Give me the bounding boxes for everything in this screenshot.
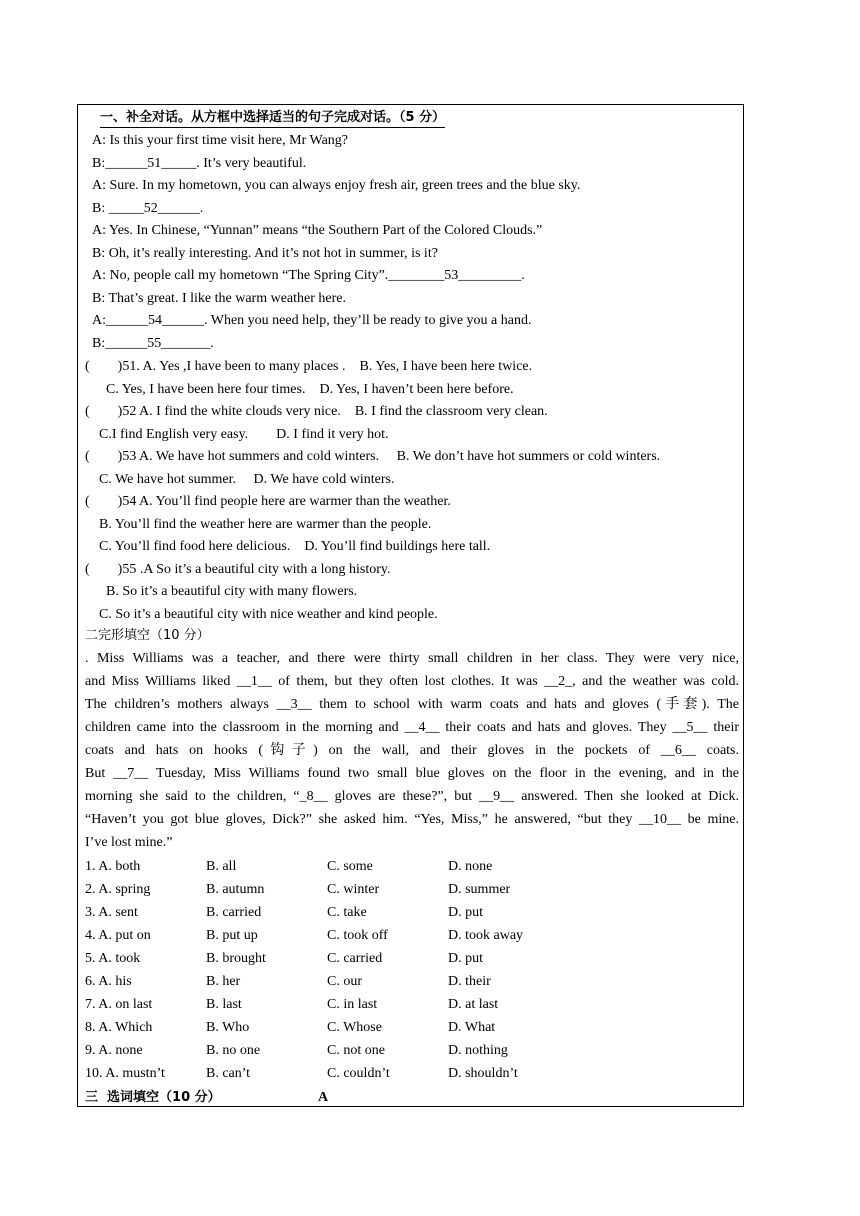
passage-line: coats and hats on hooks (钩子) on the wall, and their gloves in the pockets of __6__ coats.	[85, 743, 739, 758]
option-cell: 8. A. Which	[85, 1020, 153, 1035]
question-line: ( )54 A. You’ll find people here are warmer than the weather.	[85, 494, 451, 509]
option-cell: D. none	[448, 859, 493, 874]
option-cell: 3. A. sent	[85, 905, 138, 920]
option-cell: C. our	[327, 974, 362, 989]
dialogue-line: B: Oh, it’s really interesting. And it’s not hot in summer, is it?	[92, 245, 438, 261]
option-cell: D. took away	[448, 928, 524, 943]
option-cell: B. can’t	[206, 1066, 251, 1081]
option-cell: 1. A. both	[85, 859, 141, 874]
option-cell: D. summer	[448, 882, 511, 897]
question-line: ( )53 A. We have hot summers and cold winters. B. We don’t have hot summers or cold winters.	[85, 449, 661, 464]
option-cell: C. took off	[327, 928, 388, 943]
question-line: C.I find English very easy. D. I find it very hot.	[85, 426, 389, 442]
option-cell: 10. A. mustn’t	[85, 1066, 165, 1081]
option-cell: C. carried	[327, 951, 383, 966]
option-cell: 6. A. his	[85, 974, 132, 989]
section2-heading: 二完形填空（10 分）	[85, 628, 210, 643]
option-cell: D. their	[448, 974, 491, 989]
section1-heading: 一、补全对话。从方框中选择适当的句子完成对话。（5 分）	[100, 109, 445, 128]
dialogue-line: A: No, people call my hometown “The Spring City”.________53_________.	[92, 268, 525, 283]
passage-line: I’ve lost mine.”	[85, 835, 173, 850]
dialogue-line: B: That’s great. I like the warm weather here.	[92, 290, 346, 306]
section3-heading: 三 选词填空（10 分）	[85, 1090, 221, 1105]
option-cell: 2. A. spring	[85, 882, 151, 897]
option-cell: B. no one	[206, 1043, 261, 1058]
option-cell: B. Who	[206, 1020, 250, 1035]
dialogue-line: A:______54______. When you need help, they’ll be ready to give you a hand.	[92, 313, 532, 328]
option-cell: C. not one	[327, 1043, 385, 1058]
passage-line: But __7__ Tuesday, Miss Williams found two small blue gloves on the floor in the evening, and in the	[85, 766, 739, 781]
option-cell: C. winter	[327, 882, 380, 897]
passage-line: children came into the classroom in the morning and __4__ their coats and hats and gloves. They __5__ their	[85, 720, 739, 735]
dialogue-line: A: Is this your first time visit here, Mr Wang?	[92, 133, 349, 148]
option-cell: B. autumn	[206, 882, 265, 897]
dialogue-line: B:______55_______.	[92, 335, 214, 351]
passage-line: The children’s mothers always __3__ them to school with warm coats and hats and gloves (手套). The	[85, 697, 739, 712]
question-line: C. So it’s a beautiful city with nice weather and kind people.	[85, 606, 438, 622]
question-line: C. You’ll find food here delicious. D. You’ll find buildings here tall.	[85, 539, 491, 554]
option-cell: B. her	[206, 974, 241, 989]
passage-line: morning she said to the children, “_8__ gloves are these?”, but __9__ answered. Then she looked at Dick.	[85, 789, 739, 804]
passage-line: . Miss Williams was a teacher, and there were thirty small children in her class. They were very nice,	[85, 651, 739, 666]
option-cell: B. all	[206, 859, 237, 874]
passage-line: “Haven’t you got blue gloves, Dick?” she asked him. “Yes, Miss,” he answered, “but they __10__ be mine.	[85, 812, 739, 827]
option-cell: C. take	[327, 905, 367, 920]
dialogue-line: B:______51_____. It’s very beautiful.	[92, 155, 307, 171]
question-line: B. So it’s a beautiful city with many flowers.	[85, 584, 358, 599]
part-label: A	[318, 1090, 329, 1105]
dialogue-line: B: _____52______.	[92, 200, 204, 216]
option-cell: D. at last	[448, 997, 499, 1012]
option-cell: C. couldn’t	[327, 1066, 390, 1081]
option-cell: B. last	[206, 997, 242, 1012]
option-cell: C. Whose	[327, 1020, 382, 1035]
option-cell: D. nothing	[448, 1043, 508, 1058]
option-cell: 9. A. none	[85, 1043, 143, 1058]
option-cell: C. in last	[327, 997, 378, 1012]
option-cell: 7. A. on last	[85, 997, 153, 1012]
option-cell: D. put	[448, 905, 483, 920]
option-cell: D. What	[448, 1020, 496, 1035]
option-cell: D. put	[448, 951, 483, 966]
dialogue-line: A: Yes. In Chinese, “Yunnan” means “the Southern Part of the Colored Clouds.”	[92, 223, 543, 238]
question-line: B. You’ll find the weather here are warmer than the people.	[85, 516, 432, 532]
option-cell: C. some	[327, 859, 373, 874]
passage-line: and Miss Williams liked __1__ of them, but they often lost clothes. It was __2_, and the weather was cold.	[85, 674, 739, 689]
option-cell: B. put up	[206, 928, 258, 943]
question-line: ( )51. A. Yes ,I have been to many places . B. Yes, I have been here twice.	[85, 359, 533, 374]
option-cell: D. shouldn’t	[448, 1066, 518, 1081]
option-cell: B. brought	[206, 951, 266, 966]
option-cell: B. carried	[206, 905, 262, 920]
option-cell: 4. A. put on	[85, 928, 151, 943]
dialogue-line: A: Sure. In my hometown, you can always enjoy fresh air, green trees and the blue sky.	[92, 178, 581, 193]
question-line: C. We have hot summer. D. We have cold winters.	[85, 471, 395, 487]
question-line: ( )52 A. I find the white clouds very nice. B. I find the classroom very clean.	[85, 404, 548, 419]
option-cell: 5. A. took	[85, 951, 141, 966]
question-line: C. Yes, I have been here four times. D. Yes, I haven’t been here before.	[85, 381, 514, 397]
question-line: ( )55 .A So it’s a beautiful city with a long history.	[85, 561, 391, 577]
